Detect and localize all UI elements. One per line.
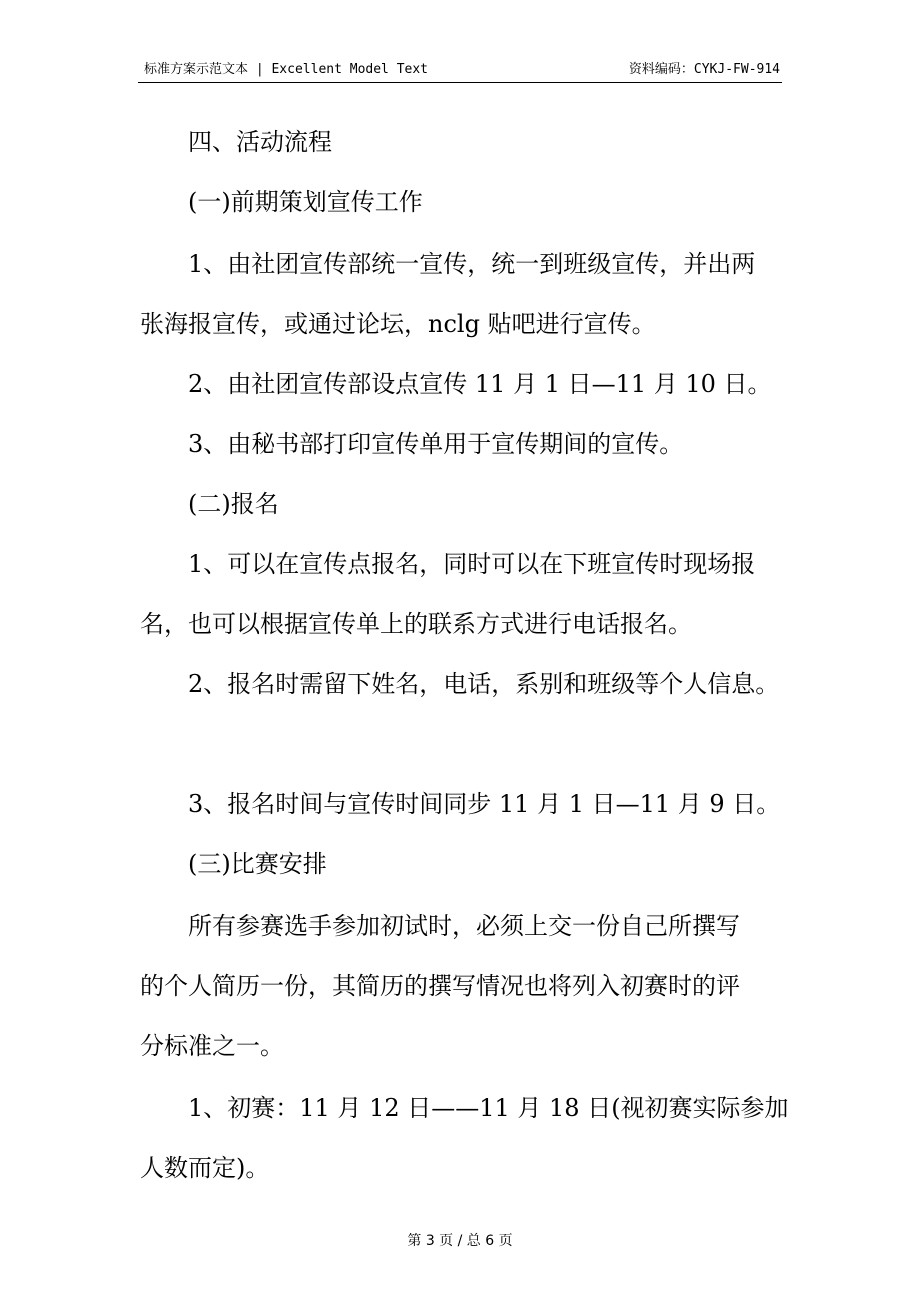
paragraph-line: 分标准之一。 bbox=[140, 1032, 284, 1060]
paragraph-line: 3、报名时间与宣传时间同步 11 月 1 日—11 月 9 日。 bbox=[188, 790, 781, 818]
page-number: 第 3 页 / 总 6 页 bbox=[407, 1233, 513, 1249]
paragraph-line: 1、可以在宣传点报名，同时可以在下班宣传时现场报 bbox=[188, 550, 756, 578]
header-title: 标准方案示范文本 | Excellent Model Text bbox=[144, 62, 429, 77]
section-heading-activity-process: 四、活动流程 bbox=[188, 128, 332, 156]
header-doc-code: 资料编码：CYKJ-FW-914 bbox=[628, 62, 780, 77]
paragraph-line: 名，也可以根据宣传单上的联系方式进行电话报名。 bbox=[140, 610, 692, 638]
subheading-publicity: (一)前期策划宣传工作 bbox=[188, 188, 423, 216]
paragraph-line: 2、由社团宣传部设点宣传 11 月 1 日—11 月 10 日。 bbox=[188, 370, 772, 398]
subheading-registration: (二)报名 bbox=[188, 490, 279, 518]
paragraph-line: 张海报宣传，或通过论坛，nclg 贴吧进行宣传。 bbox=[140, 310, 656, 338]
paragraph-line: 2、报名时需留下姓名，电话，系别和班级等个人信息。 bbox=[188, 670, 780, 698]
paragraph-line: 3、由秘书部打印宣传单用于宣传期间的宣传。 bbox=[188, 430, 684, 458]
subheading-competition-schedule: (三)比赛安排 bbox=[188, 850, 327, 878]
paragraph-line: 1、初赛：11 月 12 日——11 月 18 日(视初赛实际参加 bbox=[188, 1094, 789, 1122]
paragraph-line: 人数而定)。 bbox=[140, 1154, 270, 1182]
page-header bbox=[138, 58, 782, 83]
paragraph-line: 所有参赛选手参加初试时，必须上交一份自己所撰写 bbox=[188, 912, 740, 940]
paragraph-line: 1、由社团宣传部统一宣传，统一到班级宣传，并出两 bbox=[188, 250, 756, 278]
paragraph-line: 的个人简历一份，其简历的撰写情况也将列入初赛时的评 bbox=[140, 972, 740, 1000]
